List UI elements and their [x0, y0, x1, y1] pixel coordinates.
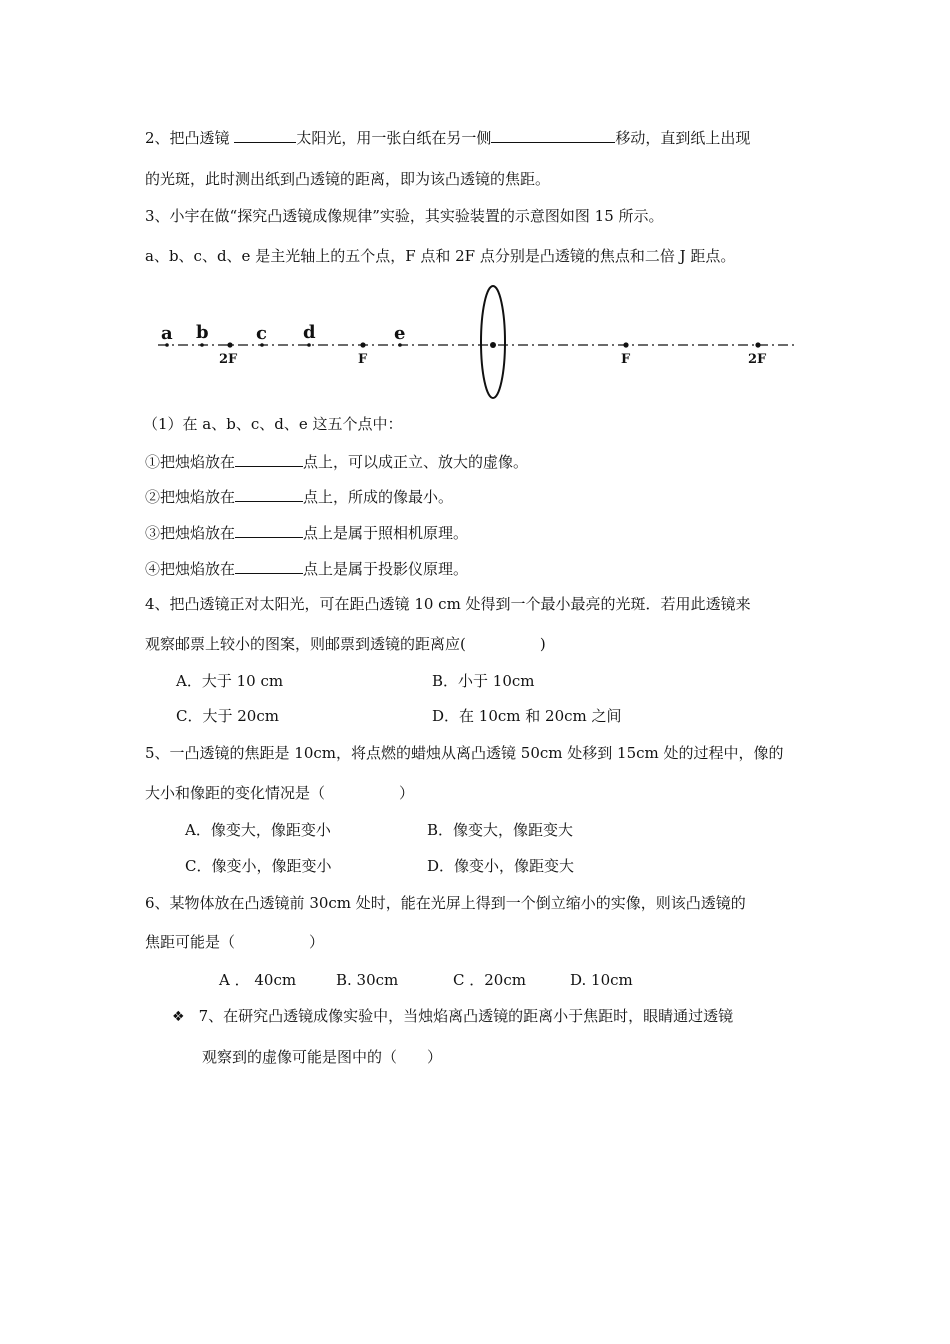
q4-option-a[interactable]: A．大于 10 cm	[176, 672, 284, 690]
q2-line2: 的光斑，此时测出纸到凸透镜的距离，即为该凸透镜的焦距。	[145, 170, 551, 188]
q3-item-1-blank[interactable]	[235, 451, 303, 467]
q3-item-1	[145, 451, 528, 472]
q4-line2-close: )	[539, 635, 546, 653]
point-f-left	[360, 342, 365, 347]
q3-line1: 3、小宇在做“探究凸透镜成像规律”实验，其实验装置的示意图如图 15 所示。	[145, 207, 664, 225]
q7-line2-close: ）	[427, 1048, 443, 1066]
q5-option-c[interactable]: C．像变小，像距变小	[185, 857, 332, 875]
q3-item-4-pre: ④把烛焰放在	[145, 560, 236, 578]
q3-item-3-blank[interactable]	[235, 522, 303, 538]
label-f-left: F	[358, 352, 368, 367]
q3-item-3-pre: ③把烛焰放在	[145, 524, 236, 542]
label-f-right: F	[621, 352, 631, 367]
q6-option-a[interactable]: A ． 40cm	[219, 971, 297, 989]
lens-center-point	[490, 342, 496, 348]
q7-line2-text: 观察到的虚像可能是图中的（	[202, 1048, 398, 1066]
q3-item-4-post: 点上是属于投影仪原理。	[303, 560, 469, 578]
q3-item-2-pre: ②把烛焰放在	[145, 488, 236, 506]
q6-line2	[145, 932, 324, 952]
q2-line1	[145, 127, 750, 148]
q4-option-b[interactable]: B．小于 10cm	[432, 672, 535, 690]
q3-item-2-blank[interactable]	[235, 486, 303, 502]
q3-item-4-blank[interactable]	[235, 558, 303, 574]
point-f-right	[623, 342, 628, 347]
q3-item-1-pre: ①把烛焰放在	[145, 453, 236, 471]
q4-line2	[145, 634, 546, 654]
q4-line2-text: 观察邮票上较小的图案，则邮票到透镜的距离应(	[145, 635, 466, 653]
q5-option-a[interactable]: A．像变大，像距变小	[185, 821, 331, 839]
q4-line1: 4、把凸透镜正对太阳光，可在距凸透镜 10 cm 处得到一个最小最亮的光斑．若用此透镜来	[145, 595, 751, 613]
q6-option-c[interactable]: C ．20cm	[453, 971, 526, 989]
q3-item-2-post: 点上，所成的像最小。	[303, 488, 454, 506]
point-2f-right	[755, 342, 760, 347]
q2-text-b: 太阳光，用一张白纸在另一侧	[296, 129, 492, 147]
label-e: e	[394, 323, 406, 344]
label-b: b	[196, 322, 209, 343]
q2-blank-1[interactable]	[234, 127, 296, 143]
q6-line2-close: ）	[309, 933, 325, 951]
point-d	[307, 343, 311, 347]
label-a: a	[161, 323, 173, 344]
q2-text-c: 移动，直到纸上出现	[615, 129, 751, 147]
q7-line1	[172, 1006, 733, 1027]
q7-line2	[202, 1047, 442, 1067]
diamond-bullet-icon: ❖	[172, 1009, 185, 1025]
q5-option-b[interactable]: B．像变大，像距变大	[427, 821, 574, 839]
q6-line1: 6、某物体放在凸透镜前 30cm 处时，能在光屏上得到一个倒立缩小的实像，则该凸透镜的	[145, 894, 746, 912]
q5-option-d[interactable]: D．像变小，像距变大	[427, 857, 575, 875]
q6-line2-text: 焦距可能是（	[145, 933, 236, 951]
q5-line2-close: ）	[399, 784, 415, 802]
q3-item-1-post: 点上，可以成正立、放大的虚像。	[303, 453, 529, 471]
q5-line1: 5、一凸透镜的焦距是 10cm，将点燃的蜡烛从离凸透镜 50cm 处移到 15cm 处的过程中，像的	[145, 744, 784, 762]
q5-line2	[145, 783, 414, 803]
label-2f-left: 2F	[219, 352, 238, 367]
label-2f-right: 2F	[748, 352, 767, 367]
q7-line1-text: 7、在研究凸透镜成像实验中，当烛焰离凸透镜的距离小于焦距时，眼睛通过透镜	[198, 1007, 734, 1025]
q3-item-3	[145, 522, 468, 543]
q6-option-b[interactable]: B. 30cm	[336, 971, 399, 989]
label-d: d	[303, 322, 316, 343]
q3-item-3-post: 点上是属于照相机原理。	[303, 524, 469, 542]
q2-text-a: 2、把凸透镜	[145, 129, 235, 147]
point-2f-left	[227, 342, 232, 347]
q3-sub1: （1）在 a、b、c、d、e 这五个点中：	[143, 415, 403, 433]
q4-option-d[interactable]: D．在 10cm 和 20cm 之间	[432, 707, 622, 725]
q5-line2-text: 大小和像距的变化情况是（	[145, 784, 326, 802]
q3-item-4	[145, 558, 468, 579]
q3-item-2	[145, 486, 453, 507]
q3-line2: a、b、c、d、e 是主光轴上的五个点，F 点和 2F 点分别是凸透镜的焦点和二倍 J 距点。	[145, 247, 736, 265]
label-c: c	[256, 323, 267, 344]
q6-option-d[interactable]: D. 10cm	[570, 971, 633, 989]
lens-diagram	[150, 282, 810, 407]
q4-option-c[interactable]: C．大于 20cm	[176, 707, 279, 725]
q2-blank-2[interactable]	[491, 127, 615, 143]
point-b	[200, 343, 204, 347]
